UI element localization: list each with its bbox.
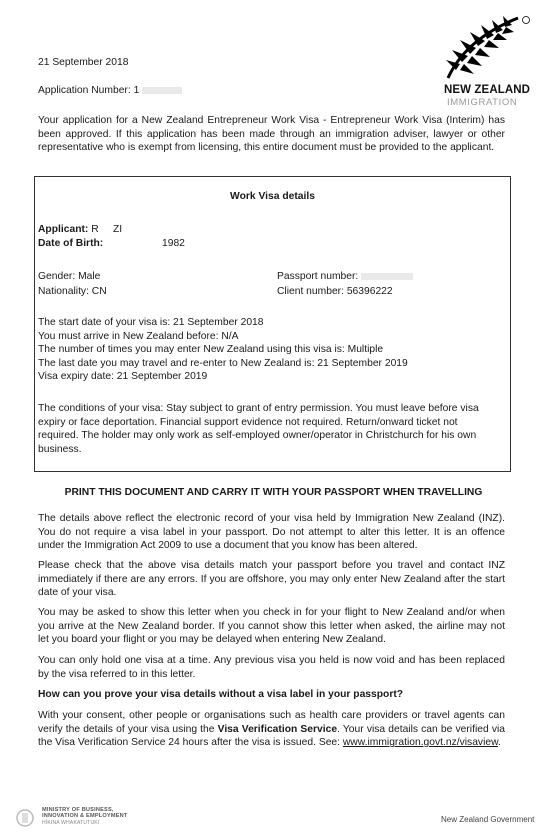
ministry-line-3: HĪKINA WHAKATUTUKI bbox=[42, 819, 100, 826]
visa-dates bbox=[38, 316, 498, 384]
applicant-label: Applicant: bbox=[38, 224, 89, 235]
info-paragraph-2: Please check that the above visa details match your passport before you travel and contact INZ immediately if there are any errors. If you are offshore, you may only enter New Zealand after the start date of your visa. bbox=[38, 560, 505, 599]
info-paragraph-5 bbox=[38, 709, 505, 750]
ministry-line-2: INNOVATION & EMPLOYMENT bbox=[42, 813, 128, 820]
logo-text-new-zealand: NEW ZEALAND bbox=[444, 84, 531, 96]
arrival-deadline: You must arrive in New Zealand before: N/A bbox=[38, 330, 239, 342]
gender: Gender: Male bbox=[38, 271, 101, 282]
dob-label: Date of Birth: bbox=[38, 238, 104, 249]
info-paragraph-1: The details above reflect the electronic record of your visa held by Immigration New Zealand (INZ). You do not require a visa label in your passport. Do not attempt to alter this letter. It is an offence under the Immigration Act 2009 to use a document that you know has been altered. bbox=[38, 513, 505, 552]
client-number: Client number: 56396222 bbox=[277, 286, 393, 297]
redacted-block bbox=[142, 87, 182, 94]
details-title: Work Visa details bbox=[230, 191, 315, 202]
visa-start-date: The start date of your visa is: 21 September 2018 bbox=[38, 317, 264, 328]
visa-verification-service-name: Visa Verification Service bbox=[217, 723, 338, 735]
p5-text-a: With your consent, other people or organisations such as health care providers or travel agents can verify the details of your visa using the bbox=[38, 710, 505, 735]
p5-text-end: . bbox=[497, 737, 501, 749]
application-number bbox=[38, 84, 182, 98]
entries-allowed: The number of times you may enter New Zealand using this visa is: Multiple bbox=[38, 344, 384, 356]
nz-immigration-logo bbox=[444, 12, 536, 108]
verification-heading: How can you prove your visa details without a visa label in your passport? bbox=[38, 689, 404, 700]
applicant-value: R ZI bbox=[91, 224, 123, 235]
info-paragraph-4: You can only hold one visa at a time. Any previous visa you held is now void and has been replaced by the visa referred to in this letter. bbox=[38, 655, 505, 680]
print-notice-heading: PRINT THIS DOCUMENT AND CARRY IT WITH YOUR PASSPORT WHEN TRAVELLING bbox=[64, 487, 483, 498]
nz-government-footer: New Zealand Government bbox=[441, 815, 535, 824]
passport-label: Passport number: bbox=[277, 271, 359, 282]
applicant-row bbox=[38, 223, 122, 237]
p5-text-b: . Your visa details can be verified via the Visa Verification Service 24 hours after the visa is issued. See: bbox=[38, 723, 505, 749]
nationality: Nationality: CN bbox=[38, 286, 107, 297]
info-paragraph-3: You may be asked to show this letter when you check in for your flight to New Zealand and/or when you arrive at the New Zealand border. If you cannot show this letter when asked, the airline may not let you board your flight or you may be delayed when entering New Zealand. bbox=[38, 607, 505, 646]
application-number-value: 1 bbox=[133, 85, 140, 96]
visaview-link[interactable]: www.immigration.govt.nz/visaview bbox=[342, 737, 498, 749]
intro-paragraph: Your application for a New Zealand Entrepreneur Work Visa - Entrepreneur Work Visa (Interim) has been approved. If this application has been made through an immigration adviser, lawyer or other representative who is exempt from licensing, this entire document must be provided to the applicant. bbox=[38, 115, 505, 154]
silver-fern-icon bbox=[444, 12, 534, 82]
ministry-line-1: MINISTRY OF BUSINESS, bbox=[42, 807, 114, 813]
passport-number bbox=[277, 270, 413, 284]
crest-icon bbox=[12, 807, 38, 829]
redacted-block bbox=[361, 273, 413, 280]
logo-text-immigration: IMMIGRATION bbox=[447, 97, 518, 108]
visa-expiry-date: Visa expiry date: 21 September 2019 bbox=[38, 371, 208, 383]
last-travel-date: The last date you may travel and re-enter to New Zealand is: 21 September 2019 bbox=[38, 357, 408, 369]
visa-conditions: The conditions of your visa: Stay subject to grant of entry permission. You must leave before visa expiry or face deportation. Financial support evidence not required. Return/onward ticket not required. The holder may only work as self-employed owner/operator in Christchurch for his own business. bbox=[38, 403, 479, 455]
application-number-label: Application Number: bbox=[38, 85, 134, 96]
letter-date: 21 September 2018 bbox=[38, 57, 129, 68]
dob-year: 1982 bbox=[162, 238, 185, 249]
